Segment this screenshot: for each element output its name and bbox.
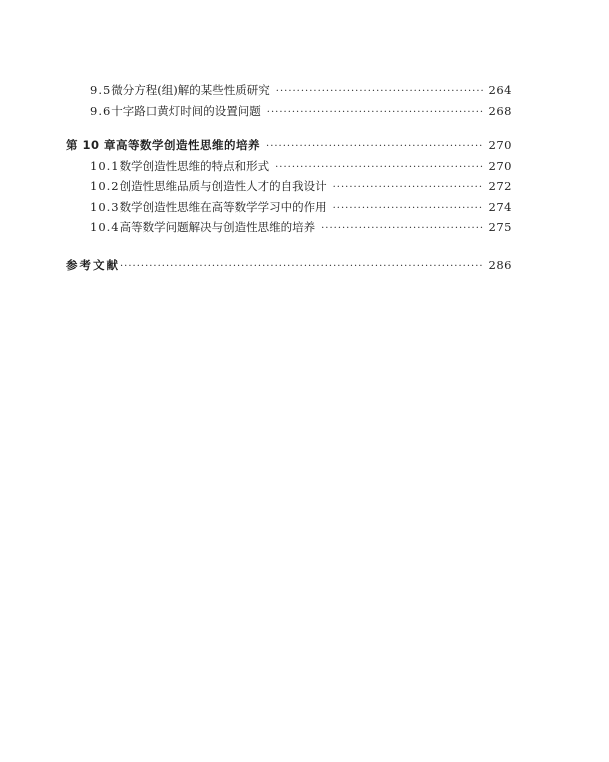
section-title: 数学创造性思维在高等数学学习中的作用	[119, 199, 327, 214]
page-number: 275	[488, 220, 512, 234]
section-number: 10.3	[90, 199, 120, 214]
references-title: 参考文献	[66, 257, 120, 272]
dot-leader	[333, 199, 483, 220]
section-title: 高等数学问题解决与创造性思维的培养	[119, 220, 316, 234]
page-number: 270	[488, 138, 512, 152]
section-number: 10.1	[90, 158, 120, 173]
dot-leader	[276, 82, 483, 103]
section-number: 9.5	[90, 83, 112, 97]
dot-leader	[267, 103, 483, 124]
spacer	[66, 121, 512, 135]
page-number: 272	[488, 179, 512, 193]
dot-leader	[275, 158, 482, 179]
toc-entry-10-2[interactable]	[66, 176, 512, 197]
section-number: 9.6	[90, 103, 112, 118]
toc-entry-9-6[interactable]	[66, 101, 512, 122]
chapter-title: 高等数学创造性思维的培养	[116, 138, 261, 152]
dot-leader	[266, 137, 483, 158]
toc-entry-9-5[interactable]	[66, 80, 512, 101]
dot-leader	[333, 178, 483, 199]
dot-leader	[120, 257, 483, 278]
section-number: 10.2	[90, 179, 120, 193]
page-number: 286	[488, 257, 512, 272]
table-of-contents	[66, 80, 512, 275]
section-title: 微分方程(组)解的某些性质研究	[111, 83, 270, 97]
section-title: 数学创造性思维的特点和形式	[119, 158, 270, 173]
toc-entry-chapter-10[interactable]	[66, 135, 512, 156]
page-number: 264	[488, 83, 512, 97]
page-number: 270	[488, 158, 512, 173]
toc-entry-10-3[interactable]	[66, 197, 512, 218]
toc-entry-10-1[interactable]	[66, 156, 512, 177]
page-number: 268	[488, 103, 512, 118]
toc-entry-references[interactable]	[66, 255, 512, 276]
chapter-number: 第 10 章	[66, 138, 117, 152]
section-title: 十字路口黄灯时间的设置问题	[111, 103, 261, 118]
dot-leader	[321, 219, 482, 240]
page-number: 274	[488, 199, 512, 214]
toc-entry-10-4[interactable]	[66, 217, 512, 238]
section-title: 创造性思维品质与创造性人才的自我设计	[119, 179, 327, 193]
spacer	[66, 238, 512, 255]
section-number: 10.4	[90, 220, 120, 234]
